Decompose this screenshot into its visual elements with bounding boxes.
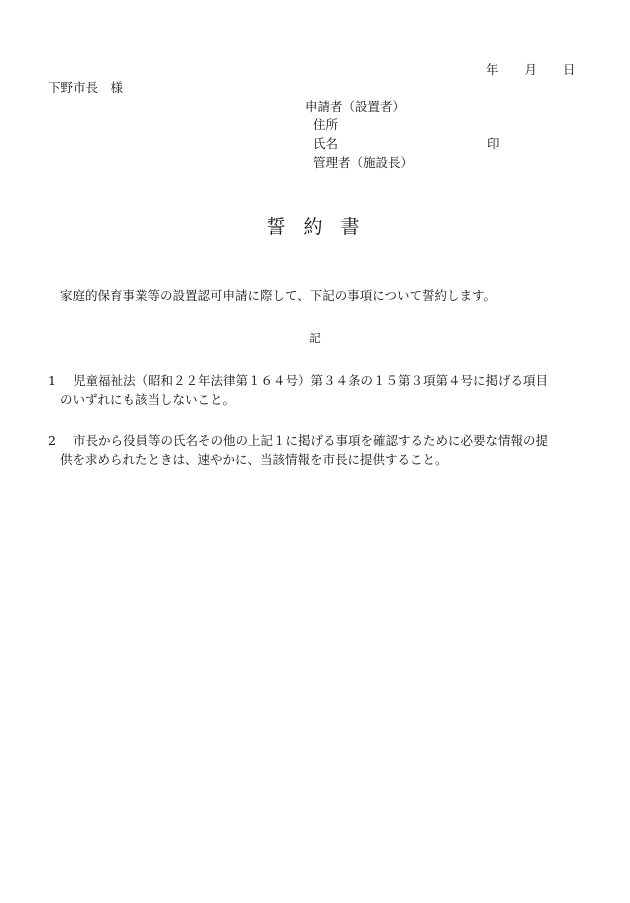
seal-label: 印: [487, 136, 500, 151]
year-label: 年: [486, 62, 499, 77]
address-label: 住所: [313, 117, 339, 132]
name-label: 氏名: [313, 136, 339, 151]
item-text-line2: 供を求められたときは、速やかに、当該情報を市長に提供すること。: [60, 452, 448, 467]
item-text-line1: 市長から役員等の氏名その他の上記１に掲げる事項を確認するために必要な情報の提: [73, 433, 549, 448]
month-label: 月: [524, 62, 538, 77]
intro-text: 家庭的保育事業等の設置認可申請に際して、下記の事項について誓約します。: [60, 288, 497, 303]
item-text-line1: 児童福祉法（昭和２２年法律第１６４号）第３４条の１５第３項第４号に掲げる項目: [73, 373, 549, 388]
list-item: [48, 431, 588, 469]
item-text-line2: のいずれにも該当しないこと。: [60, 392, 236, 407]
list-item: [48, 371, 588, 409]
manager-label: 管理者（施設長）: [313, 155, 414, 170]
day-label: 日: [563, 62, 576, 77]
date-line: [486, 64, 576, 77]
addressee: 下野市長 様: [48, 80, 124, 95]
ki-heading: 記: [309, 331, 321, 345]
applicant-label: 申請者（設置者）: [305, 99, 406, 114]
item-number: 2: [48, 433, 56, 448]
document-title: 誓約書: [266, 216, 378, 238]
item-number: 1: [48, 373, 56, 388]
